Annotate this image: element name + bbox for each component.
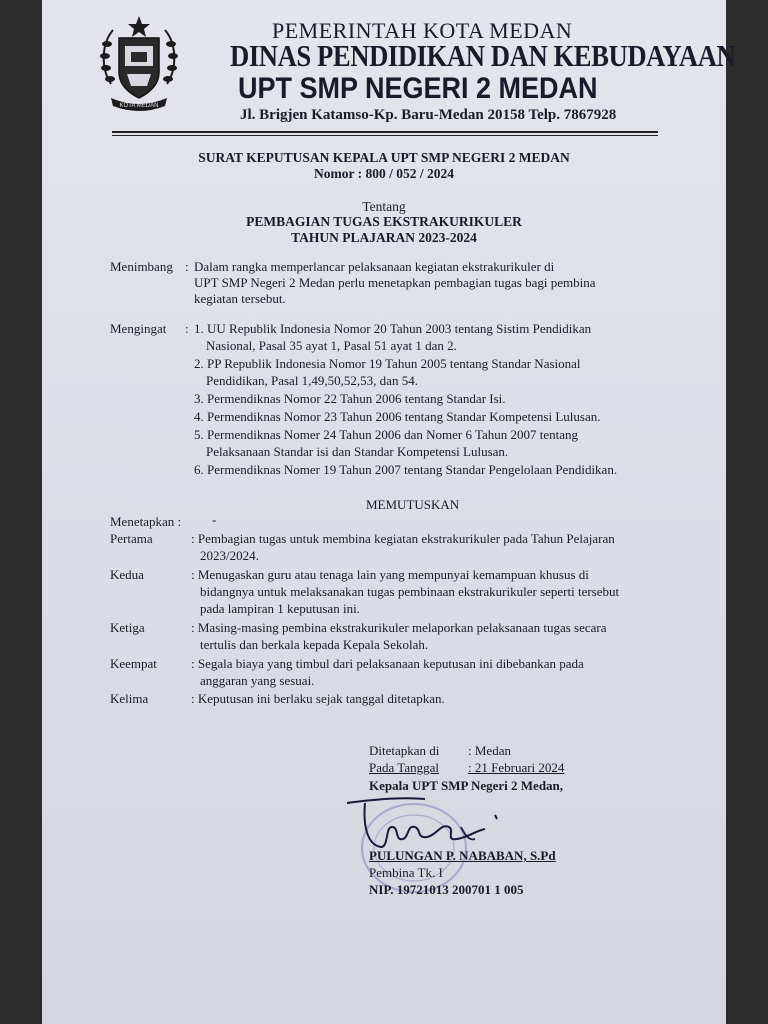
letterhead-address: Jl. Brigjen Katamso-Kp. Baru-Medan 20158 Telp. 7867928 — [240, 107, 617, 123]
mengingat-item: 6. Permendiknas Nomer 19 Tahun 2007 tentang Standar Pengelolaan Pendidikan. — [194, 462, 618, 477]
date-label: Pada Tanggal — [369, 760, 439, 775]
mengingat-item: 2. PP Republik Indonesia Nomor 19 Tahun 2005 tentang Standar Nasional — [194, 356, 581, 371]
menimbang-line: kegiatan tersebut. — [194, 291, 286, 306]
decision-label: Pertama — [110, 531, 153, 546]
decree-number: Nomor : 800 / 052 / 2024 — [314, 166, 454, 181]
mengingat-item: 1. UU Republik Indonesia Nomor 20 Tahun 2003 tentang Sistim Pendidikan — [194, 321, 592, 336]
letterhead-school: UPT SMP NEGERI 2 MEDAN — [238, 72, 598, 105]
letterhead-divider-thin — [112, 135, 658, 136]
decision-line: 2023/2024. — [200, 548, 259, 563]
decision-line: tertulis dan berkala kepada Kepala Sekolah. — [200, 637, 429, 652]
decision-line: pada lampiran 1 keputusan ini. — [200, 601, 360, 616]
svg-text:KOTA MEDAN: KOTA MEDAN — [119, 103, 159, 109]
menetapkan-mark: - — [212, 512, 217, 527]
mengingat-label: Mengingat — [110, 321, 167, 336]
mengingat-item-cont: Nasional, Pasal 35 ayat 1, Pasal 51 ayat 1 dan 2. — [206, 338, 457, 353]
decree-about: Tentang — [362, 199, 406, 214]
signer-name: PULUNGAN P. NABABAN, S.Pd — [369, 848, 556, 863]
mengingat-colon: : — [185, 321, 189, 336]
menimbang-line: Dalam rangka memperlancar pelaksanaan kegiatan ekstrakurikuler di — [194, 259, 555, 274]
signer-rank: Pembina Tk. I — [369, 865, 443, 880]
signer-position: Kepala UPT SMP Negeri 2 Medan, — [369, 778, 564, 793]
date-value: : 21 Februari 2024 — [468, 760, 565, 775]
signer-nip: NIP. 19721013 200701 1 005 — [369, 882, 524, 897]
decision-label: Ketiga — [110, 620, 145, 635]
mengingat-item: 5. Permendiknas Nomer 24 Tahun 2006 dan Nomer 6 Tahun 2007 tentang — [194, 427, 579, 442]
mengingat-item-cont: Pendidikan, Pasal 1,49,50,52,53, dan 54. — [206, 373, 418, 388]
decision-label: Keempat — [110, 656, 157, 671]
decision-line: : Menugaskan guru atau tenaga lain yang mempunyai kemampuan khusus di — [191, 567, 589, 582]
decision-label: Kedua — [110, 567, 144, 582]
city-emblem-logo — [97, 14, 181, 112]
decision-line: bidangnya untuk melaksanakan tugas pembinaan ekstrakurikuler seperti tersebut — [200, 584, 620, 599]
decree-subject: PEMBAGIAN TUGAS EKSTRAKURIKULER — [246, 214, 522, 229]
decision-line: : Masing-masing pembina ekstrakurikuler melaporkan pelaksanaan tugas secara — [191, 620, 607, 635]
letterhead-government: PEMERINTAH KOTA MEDAN — [272, 18, 573, 43]
decision-label: Kelima — [110, 691, 149, 706]
decision-line: : Pembagian tugas untuk membina kegiatan ekstrakurikuler pada Tahun Pelajaran — [191, 531, 615, 546]
menimbang-colon: : — [185, 259, 189, 274]
memutuskan-heading: MEMUTUSKAN — [366, 497, 460, 512]
place-label: Ditetapkan di — [369, 743, 440, 758]
letterhead-divider — [112, 131, 658, 133]
decision-line: : Keputusan ini berlaku sejak tanggal ditetapkan. — [191, 691, 445, 706]
decision-line: : Segala biaya yang timbul dari pelaksanaan keputusan ini dibebankan pada — [191, 656, 584, 671]
menimbang-line: UPT SMP Negeri 2 Medan perlu menetapkan pembagian tugas bagi pembina — [194, 275, 596, 290]
decree-year: TAHUN PLAJARAN 2023-2024 — [291, 230, 477, 245]
mengingat-item: 4. Permendiknas Nomor 23 Tahun 2006 tentang Standar Kompetensi Lulusan. — [194, 409, 601, 424]
decree-heading: SURAT KEPUTUSAN KEPALA UPT SMP NEGERI 2 MEDAN — [198, 150, 570, 165]
place-value: : Medan — [468, 743, 511, 758]
mengingat-item-cont: Pelaksanaan Standar isi dan Standar Kompetensi Lulusan. — [206, 444, 509, 459]
menetapkan-label: Menetapkan : — [110, 514, 182, 529]
mengingat-item: 3. Permendiknas Nomor 22 Tahun 2006 tentang Standar Isi. — [194, 391, 506, 406]
menimbang-label: Menimbang — [110, 259, 173, 274]
decision-line: anggaran yang sesuai. — [200, 673, 315, 688]
letterhead-department: DINAS PENDIDIKAN DAN KEBUDAYAAN — [230, 38, 736, 73]
